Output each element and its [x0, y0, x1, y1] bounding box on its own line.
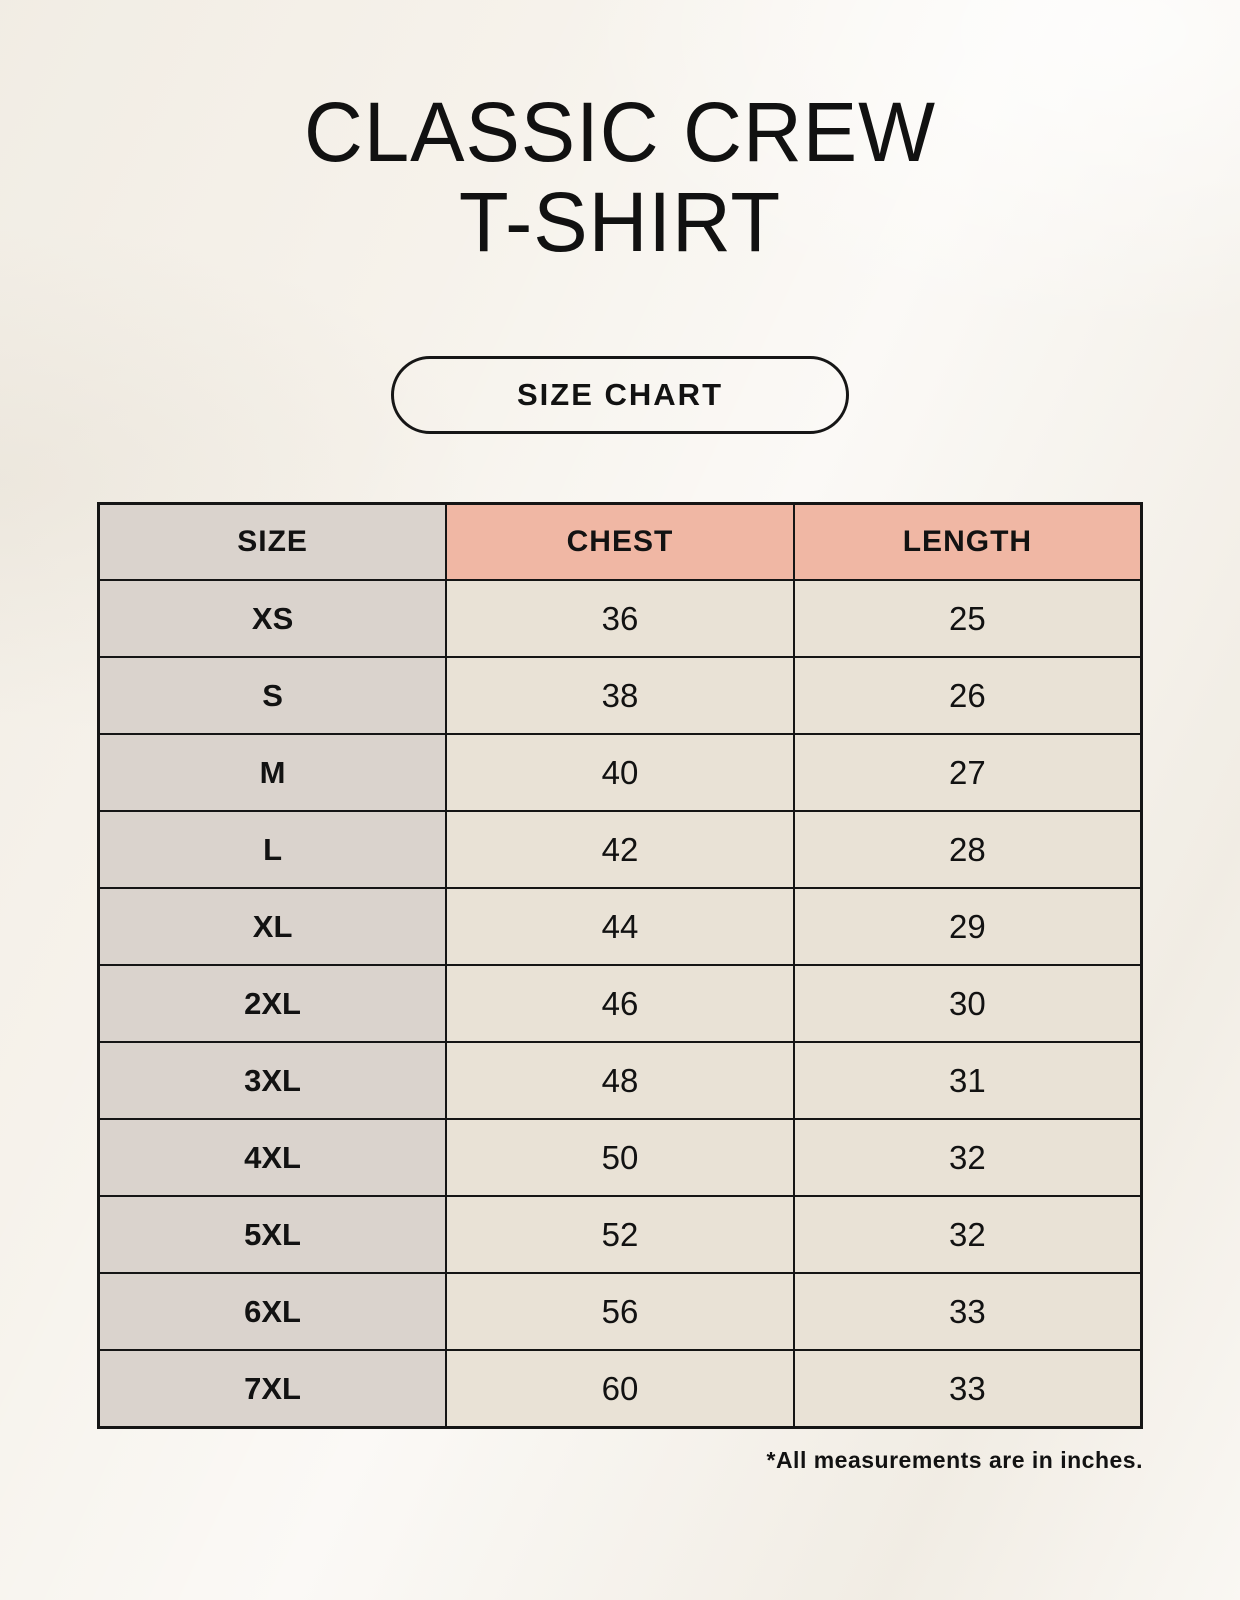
- length-cell: 28: [794, 811, 1142, 888]
- size-cell: XL: [99, 888, 447, 965]
- length-cell: 27: [794, 734, 1142, 811]
- size-cell: S: [99, 657, 447, 734]
- length-column-header: LENGTH: [794, 503, 1142, 580]
- table-row: [99, 1119, 1142, 1196]
- chest-cell: 36: [446, 580, 794, 657]
- size-cell: 3XL: [99, 1042, 447, 1119]
- chest-cell: 60: [446, 1350, 794, 1427]
- chest-cell: 46: [446, 965, 794, 1042]
- table-row: [99, 888, 1142, 965]
- length-cell: 32: [794, 1196, 1142, 1273]
- chest-column-header: CHEST: [446, 503, 794, 580]
- length-cell: 29: [794, 888, 1142, 965]
- page-title: [19, 85, 1222, 269]
- table-row: [99, 580, 1142, 657]
- size-cell: 6XL: [99, 1273, 447, 1350]
- size-table-container: [97, 502, 1143, 1429]
- page-title-line-2: T-SHIRT: [458, 174, 782, 269]
- size-cell: L: [99, 811, 447, 888]
- chest-cell: 56: [446, 1273, 794, 1350]
- size-cell: 7XL: [99, 1350, 447, 1427]
- length-cell: 33: [794, 1273, 1142, 1350]
- badge-container: [0, 356, 1240, 434]
- size-cell: XS: [99, 580, 447, 657]
- chest-cell: 40: [446, 734, 794, 811]
- length-cell: 32: [794, 1119, 1142, 1196]
- length-cell: 31: [794, 1042, 1142, 1119]
- chest-cell: 50: [446, 1119, 794, 1196]
- chest-cell: 44: [446, 888, 794, 965]
- size-column-header: SIZE: [99, 503, 447, 580]
- chest-cell: 48: [446, 1042, 794, 1119]
- size-cell: 5XL: [99, 1196, 447, 1273]
- chest-cell: 42: [446, 811, 794, 888]
- length-cell: 30: [794, 965, 1142, 1042]
- size-chart-badge[interactable]: SIZE CHART: [391, 356, 849, 434]
- table-row: [99, 1042, 1142, 1119]
- length-cell: 25: [794, 580, 1142, 657]
- measurements-footnote: *All measurements are in inches.: [766, 1446, 1143, 1473]
- table-row: [99, 657, 1142, 734]
- chest-cell: 38: [446, 657, 794, 734]
- size-cell: 2XL: [99, 965, 447, 1042]
- length-cell: 26: [794, 657, 1142, 734]
- table-row: [99, 734, 1142, 811]
- table-row: [99, 1350, 1142, 1427]
- size-cell: M: [99, 734, 447, 811]
- size-table: [97, 502, 1143, 1429]
- size-cell: 4XL: [99, 1119, 447, 1196]
- header-row: [99, 503, 1142, 580]
- length-cell: 33: [794, 1350, 1142, 1427]
- table-row: [99, 965, 1142, 1042]
- table-row: [99, 1196, 1142, 1273]
- table-row: [99, 1273, 1142, 1350]
- table-row: [99, 811, 1142, 888]
- page-title-line-1: CLASSIC CREW: [304, 85, 936, 179]
- chest-cell: 52: [446, 1196, 794, 1273]
